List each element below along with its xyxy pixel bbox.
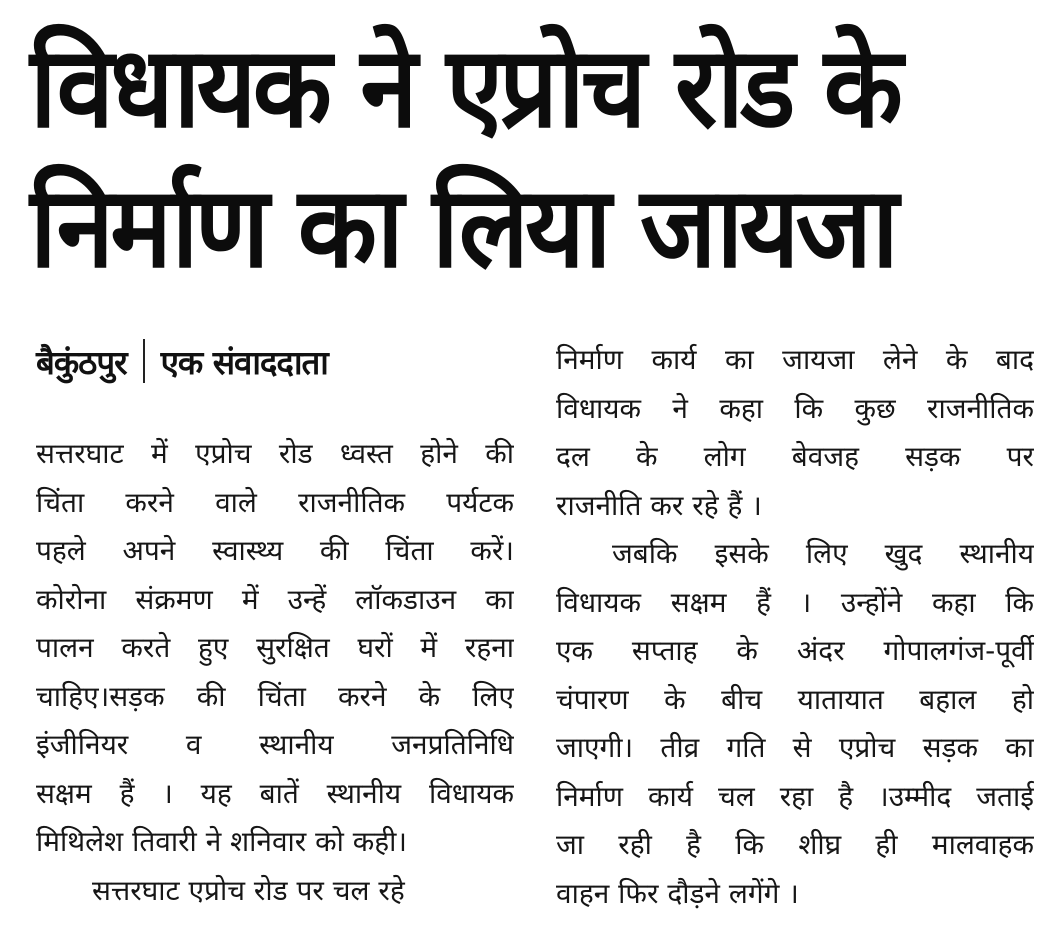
dateline-place: बैकुंठपुर [36,342,127,382]
text-line: चाहिए।सड़क की चिंता करने के लिए [36,679,514,713]
headline-line-1: विधायक ने एप्रोच रोड के [30,23,900,153]
text-line: निर्माण कार्य का जायजा लेने के बाद [556,343,1034,376]
text-line: सत्तरघाट में एप्रोच रोड ध्वस्त होने की [36,437,514,470]
headline-line-2: निर्माण का लिया जायजा [30,163,896,293]
byline [36,336,328,386]
text-line: निर्माण कार्य चल रहा है ।उम्मीद जताई [556,779,1034,813]
byline-author: एक संवाददाता [160,342,328,382]
text-line: जा रही है कि शीघ्र ही मालवाहक [556,828,1034,861]
text-line: सक्षम हैं । यह बातें स्थानीय विधायक [36,776,514,810]
text-line: वाहन फिर दौड़ने लगेंगे । [556,876,799,910]
text-line: चंपारण के बीच यातायात बहाल हो [556,682,1034,716]
text-line: कोरोना संक्रमण में उन्हें लॉकडाउन का [36,582,514,616]
headline [30,18,959,298]
text-line: दल के लोग बेवजह सड़क पर [556,440,1034,473]
text-line: जबकि इसके लिए खुद स्थानीय [612,537,1034,570]
text-line: एक सप्ताह के अंदर गोपालगंज-पूर्वी [556,634,1034,667]
byline-divider [143,339,145,383]
text-line: सत्तरघाट एप्रोच रोड पर चल रहे [92,873,405,907]
article-column-left [36,430,514,915]
text-line: जाएगी। तीव्र गति से एप्रोच सड़क का [556,731,1034,764]
text-line: चिंता करने वाले राजनीतिक पर्यटक [36,485,514,519]
text-line: मिथिलेश तिवारी ने शनिवार को कही। [36,825,408,858]
text-line: इंजीनियर व स्थानीय जनप्रतिनिधि [36,728,514,761]
text-line: पहले अपने स्वास्थ्य की चिंता करें। [36,534,514,567]
text-line: विधायक ने कहा कि कुछ राजनीतिक [556,391,1034,425]
text-line: विधायक सक्षम हैं । उन्होंने कहा कि [556,585,1034,619]
text-line: पालन करते हुए सुरक्षित घरों में रहना [36,631,514,664]
text-line: राजनीति कर रहे हैं । [556,488,762,522]
article-column-right [556,336,1034,918]
